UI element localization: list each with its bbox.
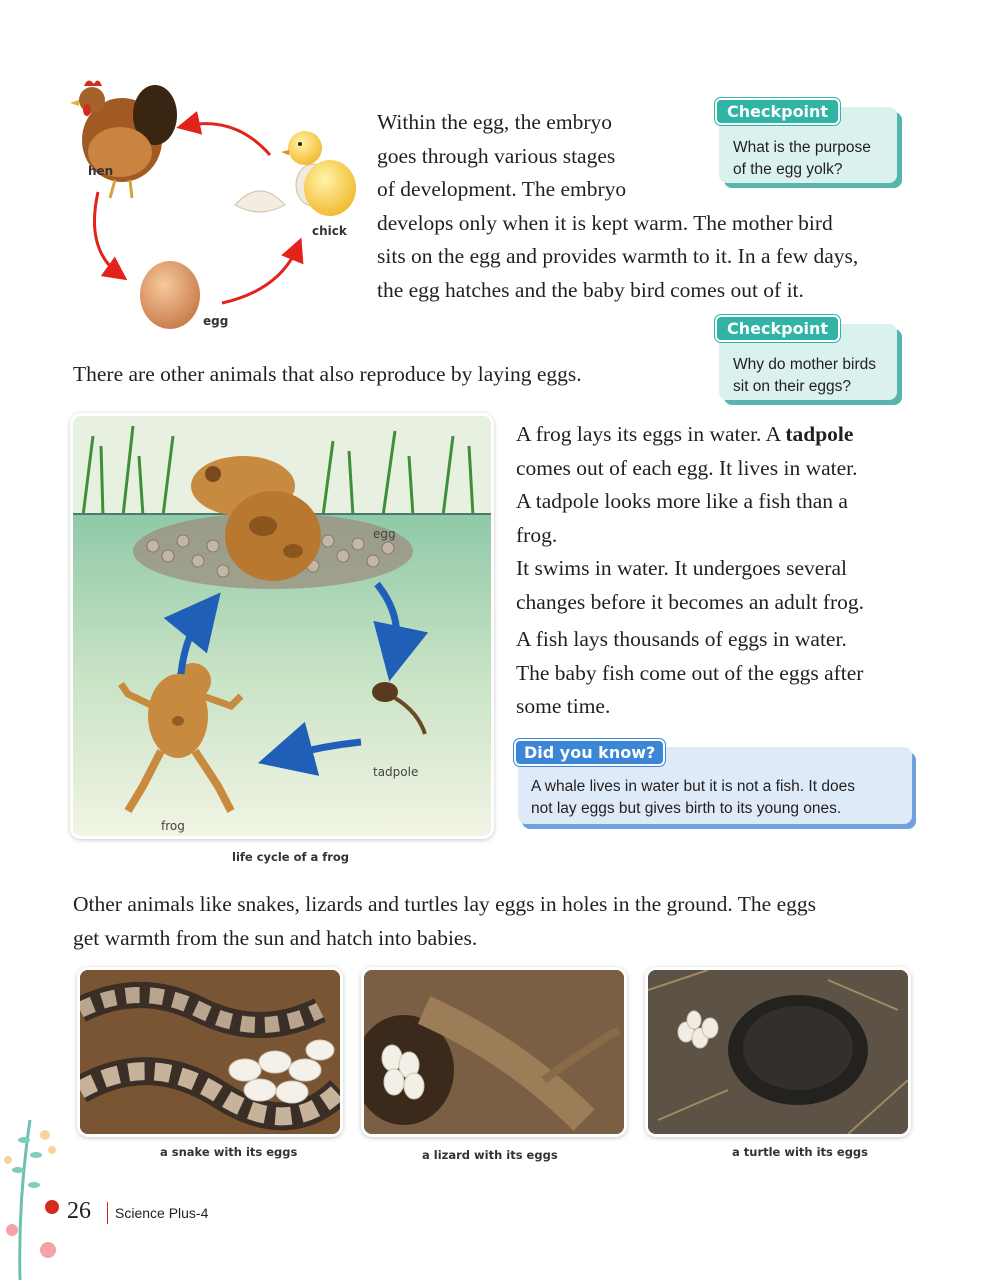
reptile-paragraph-line: get warmth from the sun and hatch into babies. [73, 925, 478, 950]
checkpoint-question-line: Why do mother birds [733, 356, 876, 373]
tadpole-keyword: tadpole [785, 422, 854, 446]
ladybug-icon [45, 1200, 59, 1214]
lizard-caption: a lizard with its eggs [422, 1148, 558, 1162]
fish-paragraph-line: A fish lays thousands of eggs in water. [516, 627, 847, 651]
swim-paragraph-line: changes before it becomes an adult frog. [516, 589, 865, 614]
frog-paragraph-line [516, 418, 936, 452]
checkpoint-box-2 [719, 319, 897, 400]
egg-image [140, 261, 200, 329]
snake-image [80, 970, 340, 1134]
hen-cycle-illustration [60, 70, 360, 340]
frog-life-cycle-figure [73, 416, 491, 836]
swim-paragraph [516, 552, 936, 619]
did-you-know-line: not lay eggs but gives birth to its young ones. [531, 800, 842, 817]
snake-photo [80, 970, 340, 1134]
reptile-paragraph-line: Other animals like snakes, lizards and turtles lay eggs in holes in the ground. The eggs [73, 892, 816, 916]
intro-line: develops only when it is kept warm. The mother bird [377, 210, 833, 235]
intro-line: of development. The embryo [377, 177, 627, 201]
checkpoint-question [733, 137, 871, 181]
other-animals-sentence: There are other animals that also reproduce by laying eggs. [73, 362, 582, 386]
intro-line: goes through various stages [377, 143, 616, 168]
reptile-paragraph [73, 888, 933, 955]
turtle-photo [648, 970, 908, 1134]
frog-cycle-illustration [73, 416, 491, 836]
tadpole-label: tadpole [373, 765, 419, 779]
fish-paragraph-line: The baby fish come out of the eggs after [516, 660, 864, 685]
swim-paragraph-line: It swims in water. It undergoes several [516, 556, 847, 580]
did-you-know-tag: Did you know? [514, 739, 665, 766]
fish-paragraph [516, 623, 936, 724]
intro-line: Within the egg, the embryo [377, 110, 612, 134]
snake-caption: a snake with its eggs [160, 1145, 298, 1159]
checkpoint-question-line: What is the purpose [733, 139, 871, 156]
footer-divider [107, 1202, 108, 1224]
did-you-know-line: A whale lives in water but it is not a fish. It does [531, 778, 855, 795]
did-you-know-text [531, 776, 855, 820]
frog-paragraph-line: A tadpole looks more like a fish than a [516, 489, 848, 513]
fish-paragraph-line: some time. [516, 694, 611, 718]
frog-label: frog [161, 819, 185, 833]
chick-label: chick [312, 224, 347, 238]
egg-label: egg [373, 527, 396, 541]
intro-line: sits on the egg and provides warmth to it. In a few days, [377, 244, 859, 268]
lizard-photo [364, 970, 624, 1134]
arrow-chick-to-hen [185, 124, 270, 155]
turtle-caption: a turtle with its eggs [732, 1145, 869, 1159]
hen-life-cycle-figure [60, 70, 360, 340]
checkpoint-question [733, 354, 876, 398]
arrow-hen-to-egg [94, 192, 120, 275]
frog-paragraph-line: frog. [516, 522, 558, 547]
checkpoint-tag: Checkpoint [715, 315, 840, 342]
checkpoint-question-line: of the egg yolk? [733, 161, 843, 178]
checkpoint-question-line: sit on their eggs? [733, 378, 852, 395]
arrow-egg-to-chick [222, 246, 298, 303]
hen-image [70, 80, 177, 198]
intro-line: the egg hatches and the baby bird comes out of it. [377, 277, 804, 302]
checkpoint-box-1 [719, 102, 897, 183]
egg-label: egg [203, 314, 229, 328]
turtle-image [648, 970, 908, 1134]
frog-paragraph-line: comes out of each egg. It lives in water. [516, 455, 858, 480]
did-you-know-box [518, 743, 912, 824]
frog-figure-caption: life cycle of a frog [232, 850, 350, 864]
page-number: 26 [67, 1198, 91, 1224]
frog-text: A frog lays its eggs in water. A [516, 422, 786, 446]
checkpoint-tag: Checkpoint [715, 98, 840, 125]
lizard-image [364, 970, 624, 1134]
frog-paragraph [516, 418, 936, 552]
chick-image [235, 131, 356, 216]
hen-label: hen [88, 164, 114, 178]
floral-decoration [0, 1100, 70, 1280]
book-title: Science Plus-4 [115, 1205, 209, 1221]
